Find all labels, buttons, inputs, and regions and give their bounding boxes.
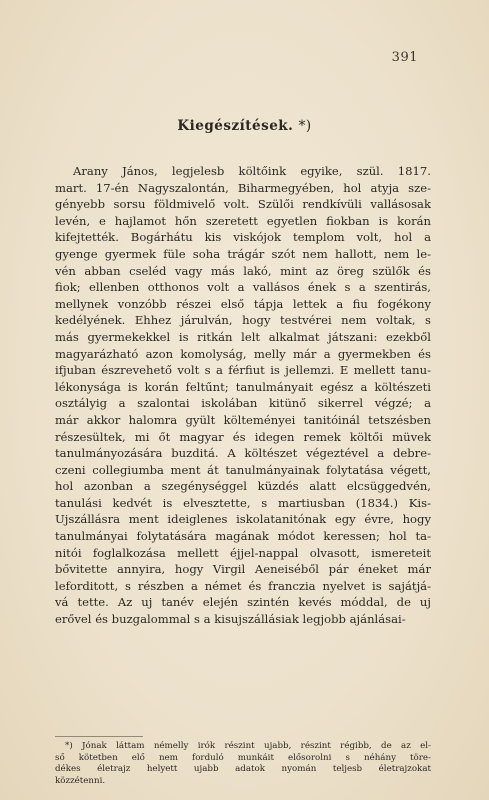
- footnote-line: *) Jónak láttam némelly irók részint ujabb, részint régibb, de az el-: [65, 741, 431, 751]
- text-line: kedélyének. Ehhez járulván, hogy testvérei nem voltak, s: [55, 313, 431, 328]
- text-line: tanulási kedvét is elvesztette, s martiusban (1834.) Kis-: [55, 495, 431, 510]
- text-line: bővitette annyira, hogy Virgil Aeneiséből pár éneket már: [55, 562, 431, 577]
- text-line: erővel és buzgalommal s a kisujszállásiak legjobb ajánlásai-: [55, 612, 406, 627]
- text-line: gényebb sorsu földmivelő volt. Szülői rendkívüli vallásosak: [55, 197, 431, 212]
- text-line: részesültek, mi őt magyar és idegen remek költői müvek: [55, 429, 431, 444]
- footnote-line: közzétenni.: [55, 775, 106, 786]
- text-line: Ujszállásra ment ideiglenes iskolatanitónak egy évre, hogy: [55, 512, 431, 527]
- text-line: kifejtették. Bogárhátu kis viskójok templom volt, hol a: [55, 230, 431, 245]
- footnote-line: dékes életrajz helyett ujabb adatok nyomán teljesb életrajzokat: [55, 764, 431, 774]
- section-title: [0, 118, 489, 134]
- section-title-text: Kiegészítések.: [177, 118, 294, 134]
- footnote-marker: *): [298, 118, 312, 134]
- text-line: tanulmányai folytatására magának módot keressen; hol ta-: [55, 529, 431, 544]
- text-line: fiok; ellenben otthonos volt a vallásos ének s a szentirás,: [55, 280, 431, 295]
- text-line: hol azonban a szegénységgel küzdés alatt elcsüggedvén,: [55, 479, 431, 494]
- text-line: mart. 17-én Nagyszalontán, Biharmegyében, hol atyja sze-: [55, 180, 431, 195]
- text-line: ifjuban észrevehető volt s a férfiut is jellemzi. E mellett tanu-: [55, 363, 431, 378]
- text-line: tanulmányozására buzditá. A költészet végeztével a debre-: [55, 446, 431, 461]
- text-line: már akkor halomra gyült költeményei tanitóinál tetszésben: [55, 412, 431, 427]
- text-line: lékonysága is korán feltűnt; tanulmányait egész a költészeti: [55, 379, 431, 394]
- text-line: Arany János, legjelesb költőink egyike, szül. 1817.: [73, 164, 431, 178]
- footnote-line: ső kötetben elő nem forduló munkáit elősorolni s néhány töre-: [55, 752, 431, 763]
- body-text: [55, 163, 431, 628]
- page-number: 391: [391, 50, 418, 65]
- text-line: levén, e hajlamot hőn szeretett egyetlen fiokban is korán: [55, 213, 431, 228]
- text-line: nitói foglalkozása mellett éjjel-nappal olvasott, ismereteit: [55, 545, 431, 560]
- text-line: vá tette. Az uj tanév elején szintén kevés móddal, de uj: [55, 595, 431, 610]
- text-line: czeni collegiumba ment át tanulmányainak folytatása végett,: [55, 462, 431, 477]
- text-line: vén abban cseléd vagy más lakó, mint az öreg szülők és: [55, 263, 431, 278]
- text-line: gyenge gyermek füle soha trágár szót nem hallott, nem le-: [55, 246, 431, 261]
- footnote-divider: [55, 736, 143, 737]
- text-line: mellynek vonzóbb részei első tápja lettek a fiu fogékony: [55, 296, 431, 311]
- text-line: magyarázható azon komolyság, melly már a gyermekben és: [55, 346, 431, 361]
- footnote: [55, 741, 431, 787]
- text-line: más gyermekekkel is ritkán lelt alkalmat játszani: ezekből: [55, 329, 431, 344]
- text-line: leforditott, s részben a német és franczia nyelvet is sajátjá-: [55, 578, 431, 593]
- text-line: osztályig a szalontai iskolában kitünő sikerrel végzé; a: [55, 396, 431, 411]
